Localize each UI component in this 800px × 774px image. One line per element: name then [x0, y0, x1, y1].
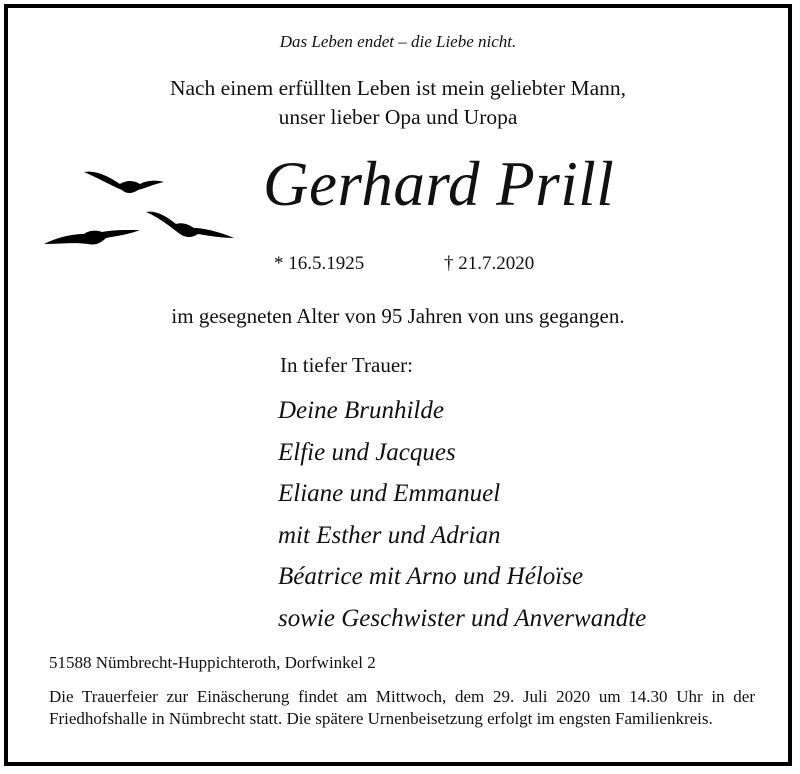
mourner-entry: Eliane und Emmanuel — [278, 480, 501, 507]
motto: Das Leben endet – die Liebe nicht. — [279, 32, 517, 51]
bird-icon — [44, 230, 140, 245]
mourner-entry: mit Esther und Adrian — [278, 521, 501, 549]
mourning-heading: In tiefer Trauer: — [280, 353, 413, 377]
deceased-name: Gerhard Prill — [263, 149, 615, 219]
intro-line-1: Nach einem erfüllten Leben ist mein geliebter Mann, — [169, 76, 627, 100]
obituary-frame — [4, 4, 792, 766]
address: 51588 Nümbrecht-Huppichteroth, Dorfwinkel 2 — [49, 653, 376, 672]
bird-icon — [84, 172, 164, 193]
funeral-service-info: Die Trauerfeier zur Einäscherung findet am Mittwoch, dem 29. Juli 2020 um 14.30 Uhr in der Friedhofshalle in Nümbrecht statt. Die spätere Urnenbeisetzung erfolgt im engsten Familienkreis. — [49, 687, 755, 728]
mourner-entry: Deine Brunhilde — [278, 397, 444, 424]
intro-line-2: unser lieber Opa und Uropa — [278, 105, 518, 129]
mourners-list — [278, 390, 646, 639]
mourner-entry: Elfie und Jacques — [278, 438, 456, 466]
bird-icon — [146, 212, 234, 238]
death-date: † 21.7.2020 — [444, 253, 535, 274]
intro-text — [8, 74, 788, 132]
age-line: im gesegneten Alter von 95 Jahren von uns gegangen. — [171, 304, 625, 328]
mourner-entry: Béatrice mit Arno und Héloïse — [278, 563, 584, 590]
flying-birds-icon — [36, 166, 236, 254]
mourner-entry: sowie Geschwister und Anverwandte — [278, 604, 647, 632]
birth-date: * 16.5.1925 — [274, 253, 365, 274]
